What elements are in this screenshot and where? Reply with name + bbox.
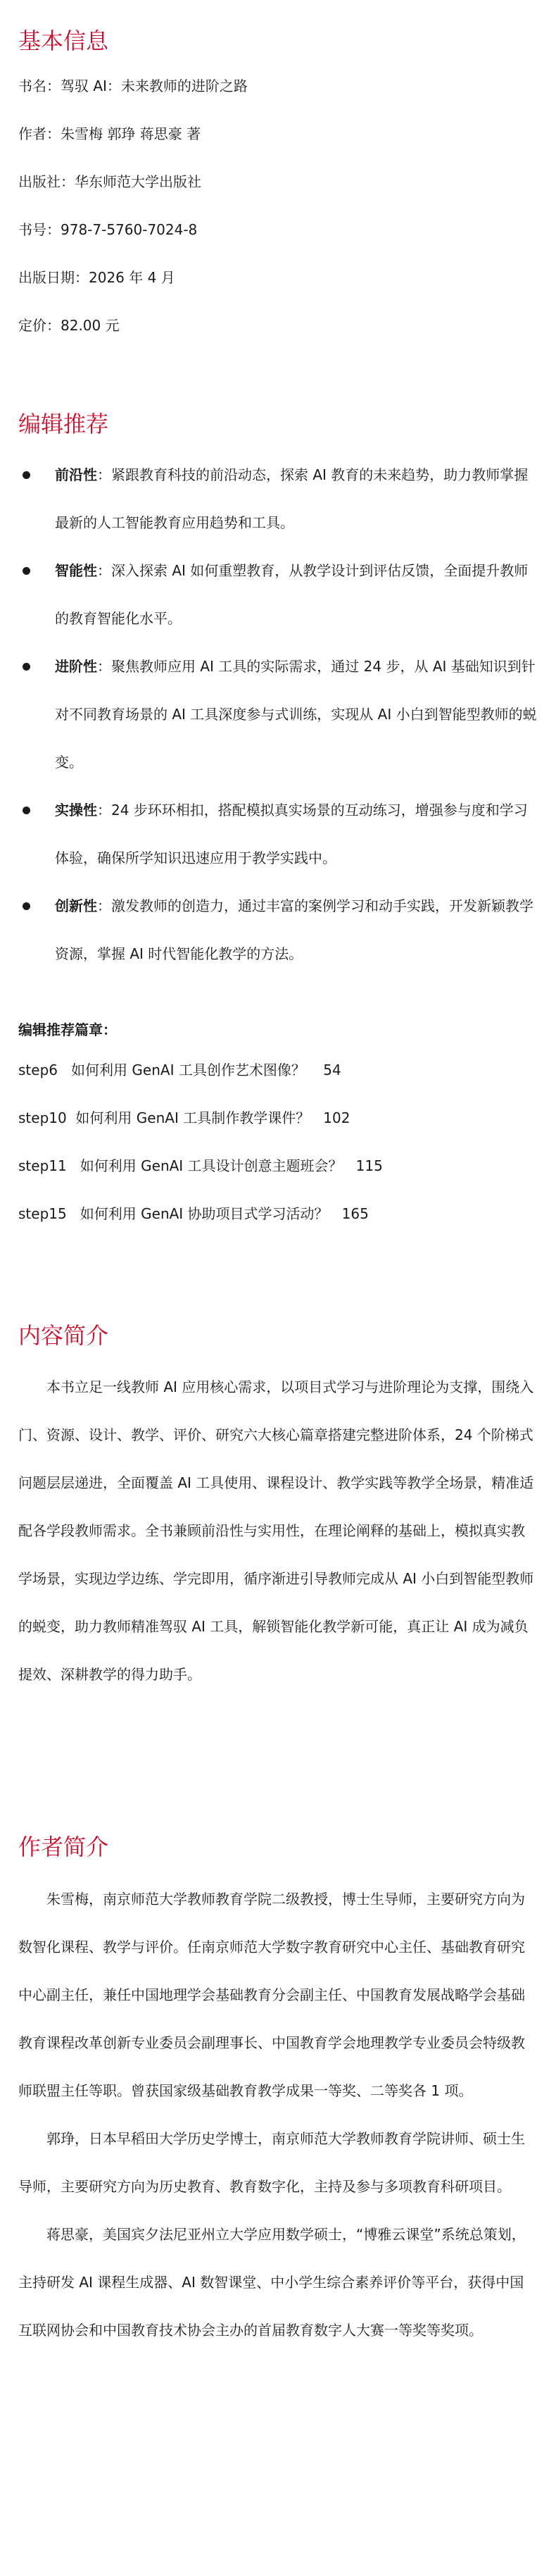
recommend-text: ：聚焦教师应用 AI 工具的实际需求，通过 24 步，从 AI 基础知识到针对不同教育场景的 AI 工具深度参与式训练，实现从 AI 小白到智能型教师的蜕变。 bbox=[55, 658, 537, 771]
content-intro-title: 内容简介 bbox=[18, 1322, 109, 1349]
recommend-item bbox=[18, 547, 539, 642]
recommend-item bbox=[18, 786, 539, 882]
recommend-list bbox=[18, 451, 539, 978]
info-publisher-line: 出版社：华东师范大学出版社 bbox=[18, 173, 201, 190]
basic-info-list bbox=[18, 76, 539, 363]
bullet-icon bbox=[23, 807, 30, 814]
recommend-item bbox=[18, 882, 539, 978]
chapter-row-step11: step11 如何利用 GenAI 工具设计创意主题班会？ 115 bbox=[18, 1157, 383, 1174]
info-date-line: 出版日期：2026 年 4 月 bbox=[18, 269, 175, 286]
author-intro-body bbox=[18, 1875, 538, 2354]
recommend-label: 进阶性 bbox=[55, 658, 97, 675]
chapter-row-step10: step10 如何利用 GenAI 工具制作教学课件？ 102 bbox=[18, 1109, 350, 1126]
info-author-line: 作者：朱雪梅 郭琤 蒋思豪 著 bbox=[18, 125, 201, 142]
recommend-text: ：24 步环环相扣，搭配模拟真实场景的互动练习，增强参与度和学习体验，确保所学知识迅速应用于教学实践中。 bbox=[55, 802, 528, 866]
basic-info-title: 基本信息 bbox=[18, 27, 109, 54]
info-price-line: 定价：82.00 元 bbox=[18, 317, 120, 334]
editor-recommend-title: 编辑推荐 bbox=[18, 411, 109, 437]
recommend-label: 实操性 bbox=[55, 802, 97, 819]
recommend-label: 智能性 bbox=[55, 562, 97, 579]
author-bio-zhu: 朱雪梅，南京师范大学教师教育学院二级教授，博士生导师，主要研究方向为数智化课程、教学与评价。任南京师范大学数字教育研究中心主任、基础教育研究中心副主任，兼任中国地理学会基础教育分会副主任、中国教育发展战略学会基础教育课程改革创新专业委员会副理事长、中国教育学会地理教学专业委员会特级教师联盟主任等职。曾获国家级基础教育教学成果一等奖、二等奖各 1 项。 bbox=[18, 1891, 525, 2099]
bullet-icon bbox=[23, 471, 30, 479]
author-bio-guo: 郭琤，日本早稻田大学历史学博士，南京师范大学教师教育学院讲师、硕士生导师，主要研究方向为历史教育、教育数字化，主持及参与多项教育科研项目。 bbox=[18, 2130, 525, 2195]
recommended-chapters-heading: 编辑推荐篇章： bbox=[18, 1021, 117, 1038]
bullet-icon bbox=[23, 902, 30, 910]
recommend-item bbox=[18, 451, 539, 547]
recommend-item bbox=[18, 642, 539, 786]
recommend-text: ：激发教师的创造力，通过丰富的案例学习和动手实践，开发新颖教学资源，掌握 AI 时代智能化教学的方法。 bbox=[55, 897, 533, 962]
author-intro-title: 作者简介 bbox=[18, 1834, 109, 1860]
bullet-icon bbox=[23, 567, 30, 575]
recommend-text: ：紧跟教育科技的前沿动态，探索 AI 教育的未来趋势，助力教师掌握最新的人工智能教育应用趋势和工具。 bbox=[55, 466, 529, 531]
info-title-line: 书名：驾驭 AI：未来教师的进阶之路 bbox=[18, 77, 248, 94]
content-intro-body: 本书立足一线教师 AI 应用核心需求，以项目式学习与进阶理论为支撑，围绕入门、资源、设计、教学、评价、研究六大核心篇章搭建完整进阶体系，24 个阶梯式问题层层递进，全面覆盖 AI 工具使用、课程设计、教学实践等教学全场景，精准适配各学段教师需求。全书兼顾前沿性与实用性，在理论阐释的基础上，模拟真实教学场景，实现边学边练、学完即用，循序渐进引导教师完成从 AI 小白到智能型教师的蜕变，助力教师精准驾驭 AI 工具，解锁智能化教学新可能，真正让 AI 成为减负提效、深耕教学的得力助手。 bbox=[18, 1379, 534, 1683]
chapter-row-step15: step15 如何利用 GenAI 协助项目式学习活动？ 165 bbox=[18, 1205, 369, 1222]
author-bio-jiang: 蒋思豪，美国宾夕法尼亚州立大学应用数学硕士，“博雅云课堂”系统总策划，主持研发 AI 课程生成器、AI 数智课堂、中小学生综合素养评价等平台，获得中国互联网协会和中国教育技术协会主办的首届教育数字人大赛一等奖等奖项。 bbox=[18, 2226, 526, 2339]
chapter-row-step6: step6 如何利用 GenAI 工具创作艺术图像？ 54 bbox=[18, 1062, 341, 1078]
recommended-chapters-list bbox=[18, 1060, 539, 1252]
bullet-icon bbox=[23, 663, 30, 671]
recommend-text: ：深入探索 AI 如何重塑教育，从教学设计到评估反馈，全面提升教师的教育智能化水平。 bbox=[55, 562, 529, 627]
recommend-label: 创新性 bbox=[55, 897, 97, 914]
recommend-label: 前沿性 bbox=[55, 466, 97, 483]
info-isbn-line: 书号：978-7-5760-7024-8 bbox=[18, 221, 198, 238]
